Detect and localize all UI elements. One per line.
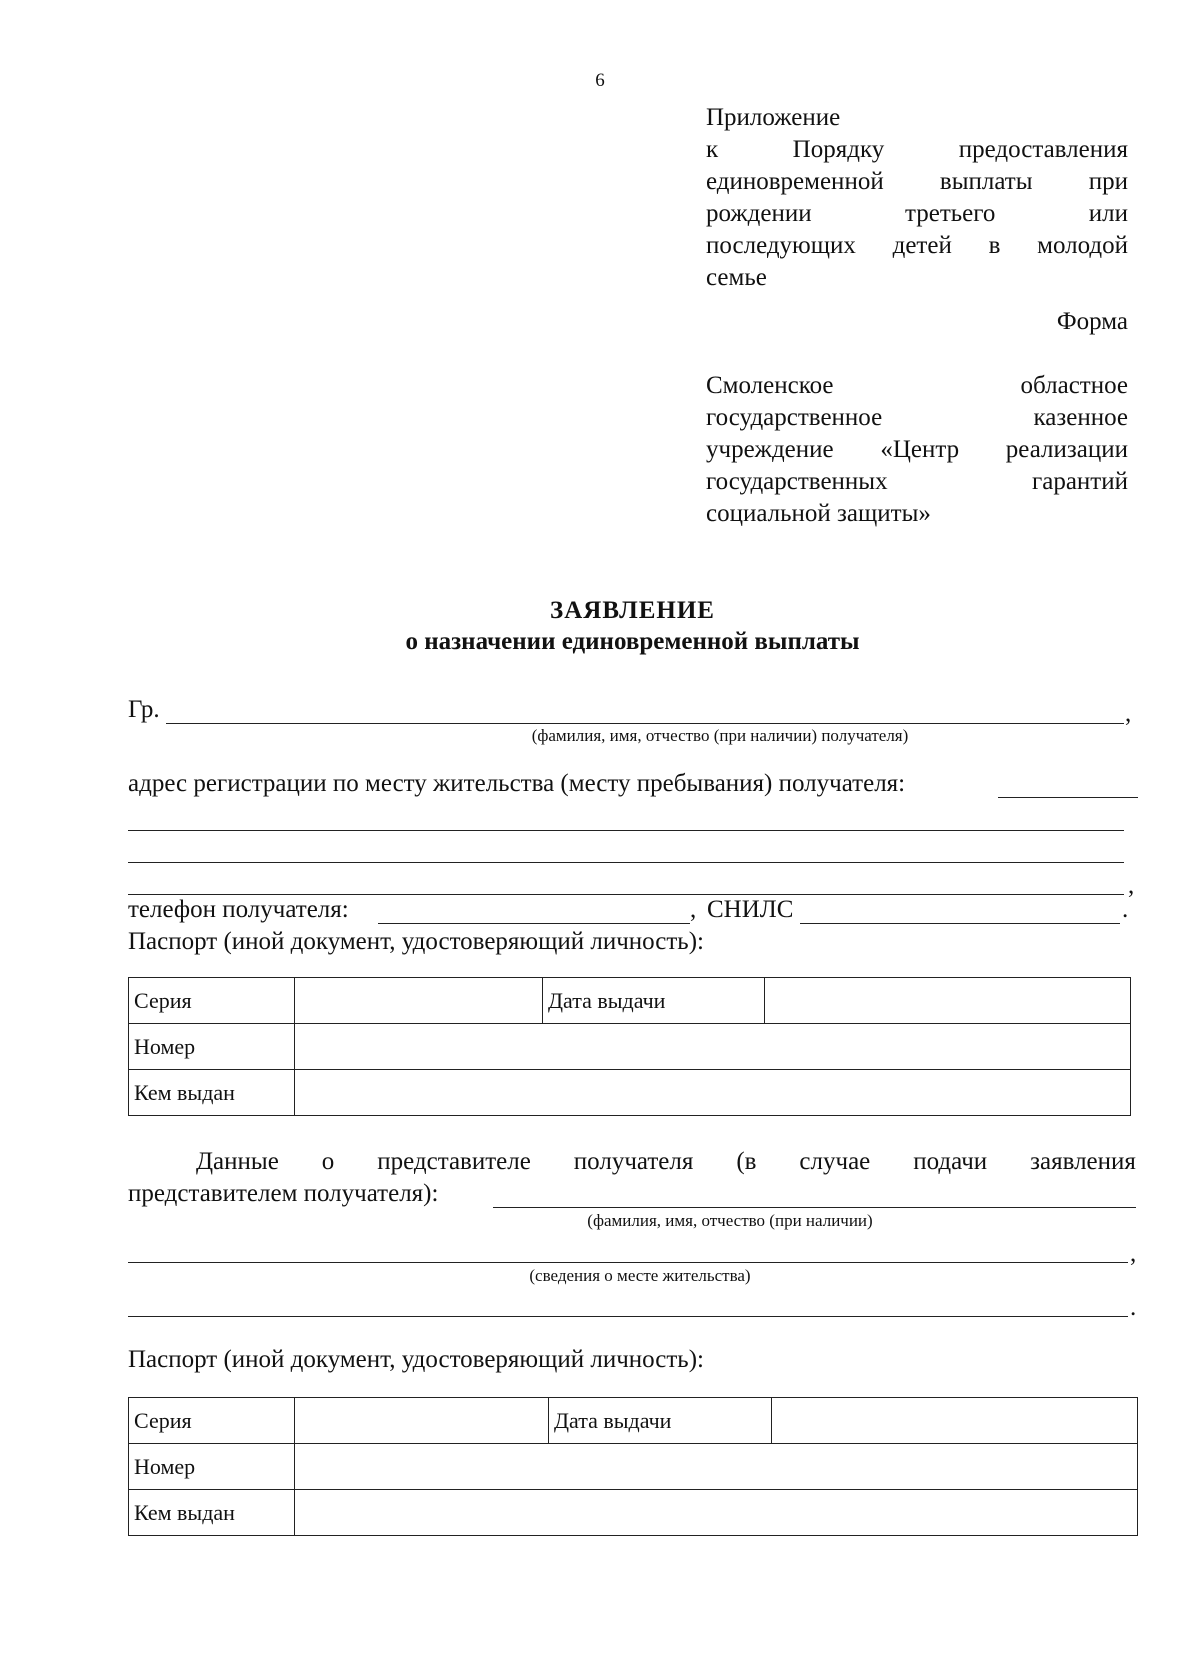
recipient-name-hint: (фамилия, имя, отчество (при наличии) получателя) [531,726,909,745]
form-label: Форма [1056,308,1128,335]
series-cell[interactable] [295,978,543,1024]
document-title: ЗАЯВЛЕНИЕ [550,597,715,624]
snils-label: СНИЛС [707,896,794,923]
phone-line[interactable] [378,923,690,924]
appendix-line: последующих детей в молодой [706,232,1128,259]
rep-word: о [321,1148,335,1175]
address-line[interactable] [128,862,1124,863]
number-label: Номер [129,1444,295,1490]
address-label: адрес регистрации по месту жительства (месту пребывания) получателя: [128,770,906,797]
issued-by-cell[interactable] [295,1490,1138,1536]
recipient-prefix: Гр. [128,696,160,723]
representative-name-line-2[interactable] [128,1262,1128,1263]
phone-label: телефон получателя: [128,896,349,923]
addressee-block [706,370,1128,530]
period-mark: . [1122,896,1129,923]
residence-hint: (сведения о месте жительства) [529,1266,751,1285]
representative-name-line[interactable] [493,1207,1136,1208]
representative-intro [128,1148,1136,1176]
rep-word: Данные [196,1148,279,1175]
rep-word: представителе [377,1148,531,1175]
addressee-line: учреждение «Центр реализации [706,436,1128,463]
period-mark: . [1130,1294,1137,1321]
recipient-name-line[interactable] [166,723,1124,724]
rep-word: заявления [1030,1148,1136,1175]
snils-line[interactable] [800,923,1120,924]
addressee-line: Смоленское областное [706,372,1128,399]
number-cell[interactable] [295,1024,1131,1070]
document-subtitle: о назначении единовременной выплаты [405,628,860,655]
residence-line[interactable] [128,1316,1128,1317]
issue-date-label: Дата выдачи [543,978,765,1024]
issued-by-label: Кем выдан [129,1070,295,1116]
address-line[interactable] [128,894,1124,895]
addressee-line: государственное казенное [706,404,1128,431]
number-label: Номер [129,1024,295,1070]
comma-mark: , [1128,872,1135,899]
issued-by-label: Кем выдан [129,1490,295,1536]
appendix-line: единовременной выплаты при [706,168,1128,195]
appendix-line: к Порядку предоставления [706,136,1128,163]
issue-date-label: Дата выдачи [549,1398,772,1444]
representative-label: представителем получателя): [128,1180,439,1207]
rep-word: случае [799,1148,871,1175]
comma-mark: , [1125,700,1132,727]
issue-date-cell[interactable] [765,978,1131,1024]
representative-passport-heading: Паспорт (иной документ, удостоверяющий личность): [128,1346,704,1373]
issued-by-cell[interactable] [295,1070,1131,1116]
appendix-line: Приложение [706,104,841,131]
passport-heading: Паспорт (иной документ, удостоверяющий личность): [128,928,704,955]
comma-mark: , [1130,1240,1137,1267]
address-line[interactable] [998,797,1138,798]
representative-name-hint: (фамилия, имя, отчество (при наличии) [587,1211,873,1230]
representative-passport-table [128,1397,1138,1536]
rep-word: (в [736,1148,757,1175]
number-cell[interactable] [295,1444,1138,1490]
appendix-line: семье [706,264,767,291]
recipient-passport-table [128,977,1131,1116]
comma-mark: , [690,896,697,923]
addressee-line: государственных гарантий [706,468,1128,495]
page-number: 6 [595,70,605,91]
issue-date-cell[interactable] [772,1398,1138,1444]
rep-word: подачи [913,1148,988,1175]
series-label: Серия [129,1398,295,1444]
appendix-line: рождении третьего или [706,200,1128,227]
address-line[interactable] [128,830,1124,831]
series-label: Серия [129,978,295,1024]
appendix-block [706,102,1128,294]
rep-word: получателя [573,1148,694,1175]
series-cell[interactable] [295,1398,549,1444]
addressee-line: социальной защиты» [706,500,931,527]
